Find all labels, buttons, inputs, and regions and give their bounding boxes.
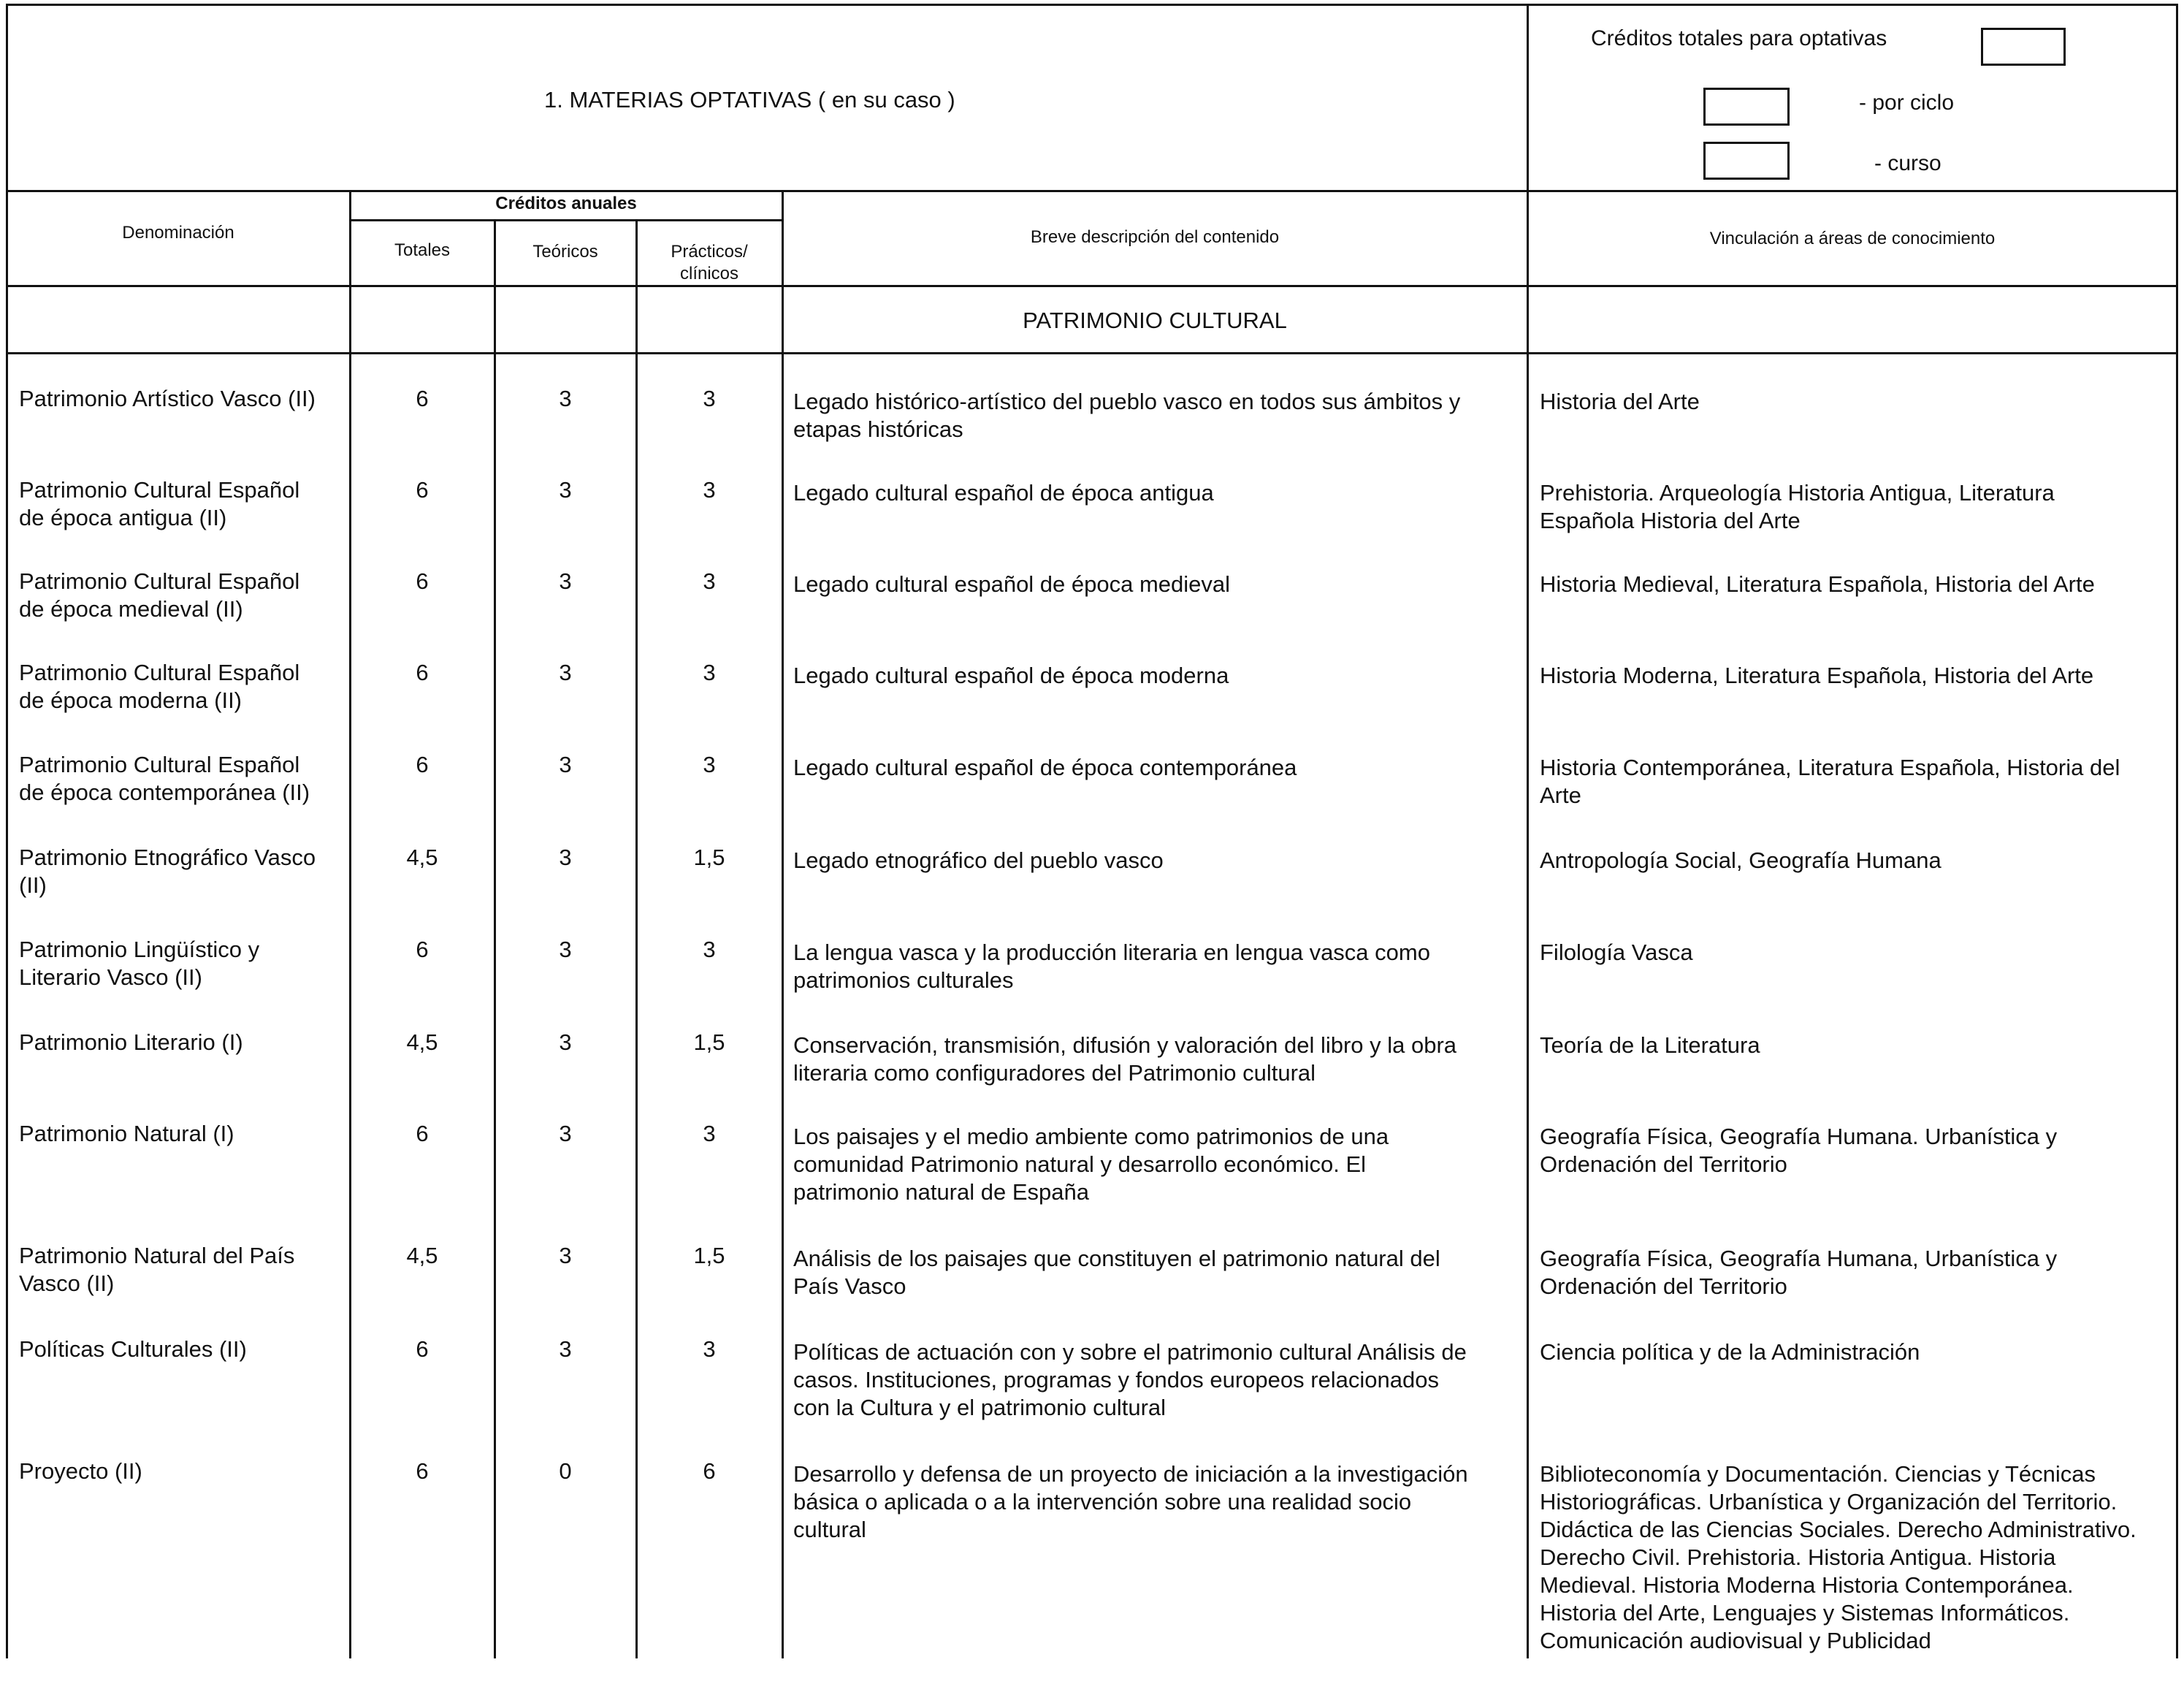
row-teoricos: 0 [559, 1458, 572, 1484]
col-header-teoricos: Teóricos [532, 242, 598, 262]
frame-top [6, 4, 2178, 6]
row-descripcion: Legado cultural español de época medieval [793, 571, 1231, 597]
row-vinculacion: Historia Contemporánea, Literatura Española, Historia del Arte [1540, 755, 2120, 808]
col-header-creditos-anuales: Créditos anuales [495, 194, 637, 213]
row-vinculacion: Teoría de la Literatura [1540, 1032, 1760, 1058]
creditos-anuales-rule [349, 219, 783, 221]
row-teoricos: 3 [559, 568, 572, 594]
column-header-bottom-rule [6, 285, 2178, 287]
row-descripcion: Políticas de actuación con y sobre el patrimonio cultural Análisis de casos. Instituciones, programas y fondos europeos relacionados con la Cultura y el patrimonio cultural [793, 1339, 1467, 1420]
row-teoricos: 3 [559, 386, 572, 411]
row-denominacion: Patrimonio Cultural Español de época contemporánea (II) [19, 752, 310, 805]
row-practicos: 3 [703, 937, 716, 962]
row-totales: 4,5 [406, 1243, 438, 1268]
row-practicos: 3 [703, 568, 716, 594]
row-totales: 6 [416, 386, 429, 411]
row-descripcion: Los paisajes y el medio ambiente como patrimonios de una comunidad Patrimonio natural y desarrollo económico. El patrimonio natural de España [793, 1124, 1389, 1205]
row-denominacion: Patrimonio Cultural Español de época medieval (II) [19, 568, 300, 622]
row-practicos: 1,5 [693, 1243, 725, 1268]
row-practicos: 3 [703, 386, 716, 411]
row-practicos: 3 [703, 752, 716, 777]
row-vinculacion: Historia del Arte [1540, 389, 1700, 414]
row-practicos: 3 [703, 660, 716, 685]
row-denominacion: Patrimonio Lingüístico y Literario Vasco (II) [19, 937, 260, 990]
section-bottom-rule [6, 352, 2178, 354]
row-practicos: 3 [703, 477, 716, 503]
row-totales: 6 [416, 752, 429, 777]
row-denominacion: Patrimonio Natural (I) [19, 1121, 234, 1146]
col-header-denominacion: Denominación [122, 223, 234, 243]
row-practicos: 3 [703, 1121, 716, 1146]
frame-left [6, 4, 8, 1658]
row-vinculacion: Historia Moderna, Literatura Española, Historia del Arte [1540, 663, 2094, 688]
row-vinculacion: Biblioteconomía y Documentación. Ciencias y Técnicas Historiográficas. Urbanística y Organización del Territorio. Didáctica de las Ciencias Sociales. Derecho Administrativo. Derecho Civil. Prehistoria. Historia Antigua. Historia Medieval. Historia Moderna Historia Contemporánea. Historia del Arte, Lenguajes y Sistemas Informáticos. Comunicación audiovisual y Publicidad [1540, 1461, 2137, 1653]
curso-label: - curso [1874, 151, 1941, 175]
row-descripcion: Legado histórico-artístico del pueblo vasco en todos sus ámbitos y etapas históricas [793, 389, 1461, 442]
col-divider-5 [1527, 4, 1529, 1658]
header-bottom-rule [6, 190, 2178, 192]
row-descripcion: Legado etnográfico del pueblo vasco [793, 847, 1164, 873]
row-denominacion: Patrimonio Cultural Español de época moderna (II) [19, 660, 300, 713]
row-denominacion: Patrimonio Natural del País Vasco (II) [19, 1243, 295, 1296]
row-denominacion: Proyecto (II) [19, 1458, 142, 1484]
row-totales: 6 [416, 1458, 429, 1484]
col-header-totales: Totales [394, 240, 451, 260]
row-descripcion: La lengua vasca y la producción literaria en lengua vasca como patrimonios culturales [793, 940, 1430, 993]
row-teoricos: 3 [559, 660, 572, 685]
curso-box[interactable] [1703, 142, 1790, 180]
row-descripcion: Desarrollo y defensa de un proyecto de iniciación a la investigación básica o aplicada o a la intervención sobre una realidad socio cultural [793, 1461, 1468, 1542]
row-descripcion: Legado cultural español de época antigua [793, 480, 1214, 506]
creditos-totales-box[interactable] [1981, 28, 2066, 66]
form-title: 1. MATERIAS OPTATIVAS ( en su caso ) [544, 87, 955, 113]
col-header-descripcion: Breve descripción del contenido [1030, 227, 1280, 247]
row-totales: 6 [416, 1336, 429, 1362]
row-totales: 4,5 [406, 1029, 438, 1055]
row-vinculacion: Geografía Física, Geografía Humana, Urbanística y Ordenación del Territorio [1540, 1246, 2058, 1299]
row-vinculacion: Ciencia política y de la Administración [1540, 1339, 1920, 1365]
row-teoricos: 3 [559, 845, 572, 870]
por-ciclo-label: - por ciclo [1859, 91, 1955, 115]
row-vinculacion: Antropología Social, Geografía Humana [1540, 847, 1941, 873]
row-totales: 6 [416, 937, 429, 962]
row-teoricos: 3 [559, 1029, 572, 1055]
row-totales: 6 [416, 568, 429, 594]
row-teoricos: 3 [559, 752, 572, 777]
row-totales: 6 [416, 1121, 429, 1146]
row-descripcion: Legado cultural español de época contemporánea [793, 755, 1297, 780]
col-divider-4 [782, 191, 784, 1658]
row-practicos: 1,5 [693, 845, 725, 870]
row-descripcion: Conservación, transmisión, difusión y valoración del libro y la obra literaria como configuradores del Patrimonio cultural [793, 1032, 1457, 1086]
creditos-totales-label: Créditos totales para optativas [1591, 26, 1887, 50]
row-vinculacion: Prehistoria. Arqueología Historia Antigua, Literatura Española Historia del Arte [1540, 480, 2055, 533]
section-title: PATRIMONIO CULTURAL [1023, 308, 1287, 333]
row-denominacion: Patrimonio Cultural Español de época antigua (II) [19, 477, 300, 530]
row-teoricos: 3 [559, 1336, 572, 1362]
row-totales: 6 [416, 660, 429, 685]
row-denominacion: Políticas Culturales (II) [19, 1336, 247, 1362]
row-practicos: 1,5 [693, 1029, 725, 1055]
row-vinculacion: Filología Vasca [1540, 940, 1693, 965]
col-header-vinculacion: Vinculación a áreas de conocimiento [1709, 229, 1996, 248]
row-descripcion: Legado cultural español de época moderna [793, 663, 1229, 688]
row-practicos: 3 [703, 1336, 716, 1362]
row-denominacion: Patrimonio Artístico Vasco (II) [19, 386, 316, 411]
row-vinculacion: Historia Medieval, Literatura Española, Historia del Arte [1540, 571, 2095, 597]
row-practicos: 6 [703, 1458, 716, 1484]
row-teoricos: 3 [559, 477, 572, 503]
row-teoricos: 3 [559, 937, 572, 962]
row-totales: 6 [416, 477, 429, 503]
row-totales: 4,5 [406, 845, 438, 870]
row-denominacion: Patrimonio Etnográfico Vasco (II) [19, 845, 316, 898]
row-teoricos: 3 [559, 1243, 572, 1268]
row-teoricos: 3 [559, 1121, 572, 1146]
frame-right [2176, 4, 2178, 1658]
row-denominacion: Patrimonio Literario (I) [19, 1029, 243, 1055]
row-descripcion: Análisis de los paisajes que constituyen el patrimonio natural del País Vasco [793, 1246, 1440, 1299]
por-ciclo-box[interactable] [1703, 88, 1790, 126]
col-header-practicos: Prácticos/ clínicos [671, 242, 748, 283]
row-vinculacion: Geografía Física, Geografía Humana. Urbanística y Ordenación del Territorio [1540, 1124, 2058, 1177]
